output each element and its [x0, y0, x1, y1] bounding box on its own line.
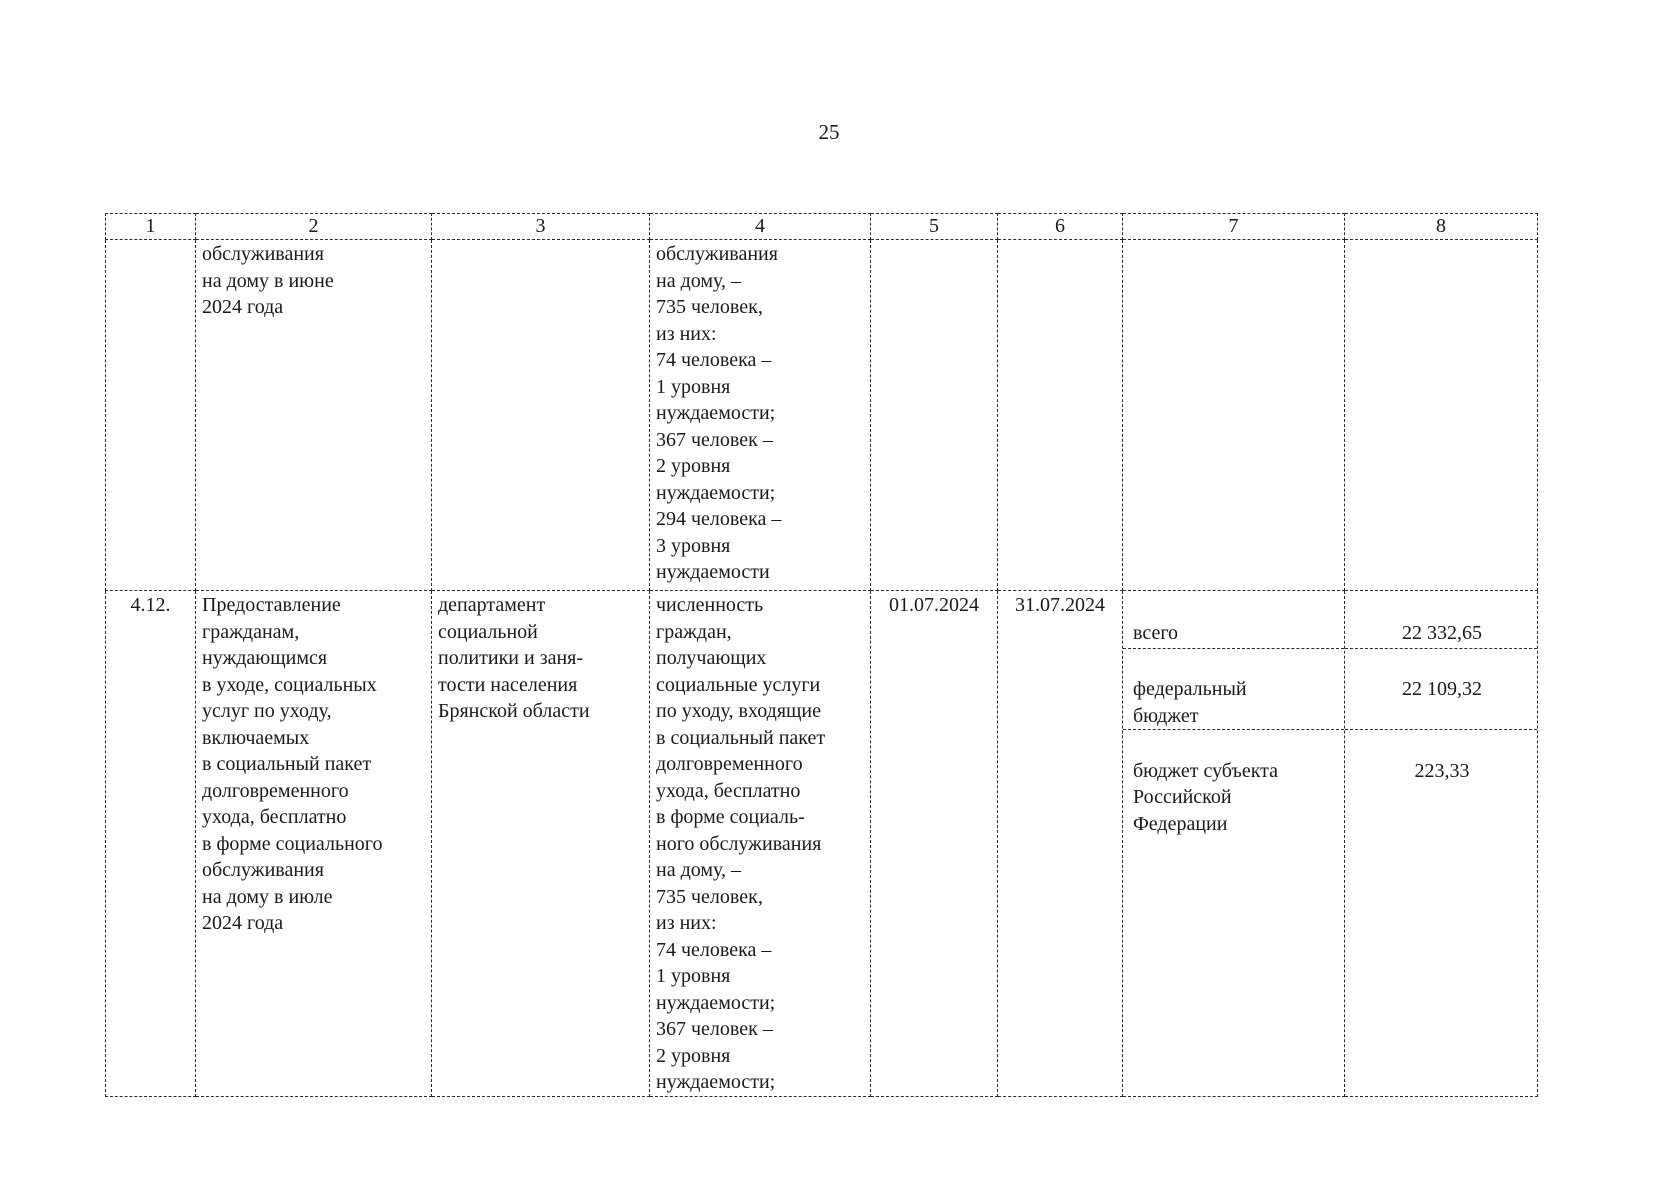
header-cell-6: 6 — [998, 214, 1123, 240]
cont-indicator-cell: обслуживания на дому, – 735 человек, из них: 74 человека – 1 уровня нуждаемости; 367 человек – 2 уровня нуждаемости; 294 человека – 3 уровня нуждаемости — [650, 240, 871, 591]
header-cell-4: 4 — [650, 214, 871, 240]
funding-source-cell — [1123, 591, 1345, 1097]
cont-start-date-cell — [871, 240, 998, 591]
end-date-cell: 31.07.2024 — [998, 591, 1123, 1097]
cont-number-cell — [106, 240, 196, 591]
plan-table — [105, 213, 1538, 1097]
cont-responsible-cell — [432, 240, 650, 591]
page-number: 25 — [818, 120, 840, 144]
indicator-cell: численность граждан, получающих социальные услуги по уходу, входящие в социальный пакет долговременного ухода, бесплатно в форме социаль- ного обслуживания на дому, – 735 человек, из них: 74 человека – 1 уровня нуждаемости; 367 человек – 2 уровня нуждаемости; — [650, 591, 871, 1097]
event-name-cell: Предоставление гражданам, нуждающимся в уходе, социальных услуг по уходу, включаемых в социальный пакет долговременного ухода, бесплатно в форме социального обслуживания на дому в июле 2024 года — [196, 591, 432, 1097]
header-cell-8: 8 — [1345, 214, 1538, 240]
funding-amount-total: 22 332,65 — [1345, 619, 1537, 649]
funding-source-total: всего — [1123, 619, 1344, 649]
table-row-4-12 — [106, 591, 1538, 1097]
funding-amount-cell — [1345, 591, 1538, 1097]
cont-event-cell: обслуживания на дому в июне 2024 года — [196, 240, 432, 591]
funding-source-regional: бюджет субъекта Российской Федерации — [1133, 759, 1279, 835]
header-cell-7: 7 — [1123, 214, 1345, 240]
header-cell-5: 5 — [871, 214, 998, 240]
header-cell-2: 2 — [196, 214, 432, 240]
table-row-continuation — [106, 240, 1538, 591]
funding-amount-regional: 223,33 — [1414, 759, 1470, 782]
funding-source-federal: федеральный бюджет — [1123, 675, 1344, 730]
row-number-cell: 4.12. — [106, 591, 196, 1097]
responsible-cell: департамент социальной политики и заня- тости населения Брянской области — [432, 591, 650, 1097]
header-cell-3: 3 — [432, 214, 650, 240]
cont-funding-amount-cell — [1345, 240, 1538, 591]
start-date-cell: 01.07.2024 — [871, 591, 998, 1097]
header-cell-1: 1 — [106, 214, 196, 240]
funding-amount-federal: 22 109,32 — [1345, 675, 1537, 730]
cont-end-date-cell — [998, 240, 1123, 591]
cont-funding-source-cell — [1123, 240, 1345, 591]
header-row — [106, 214, 1538, 240]
